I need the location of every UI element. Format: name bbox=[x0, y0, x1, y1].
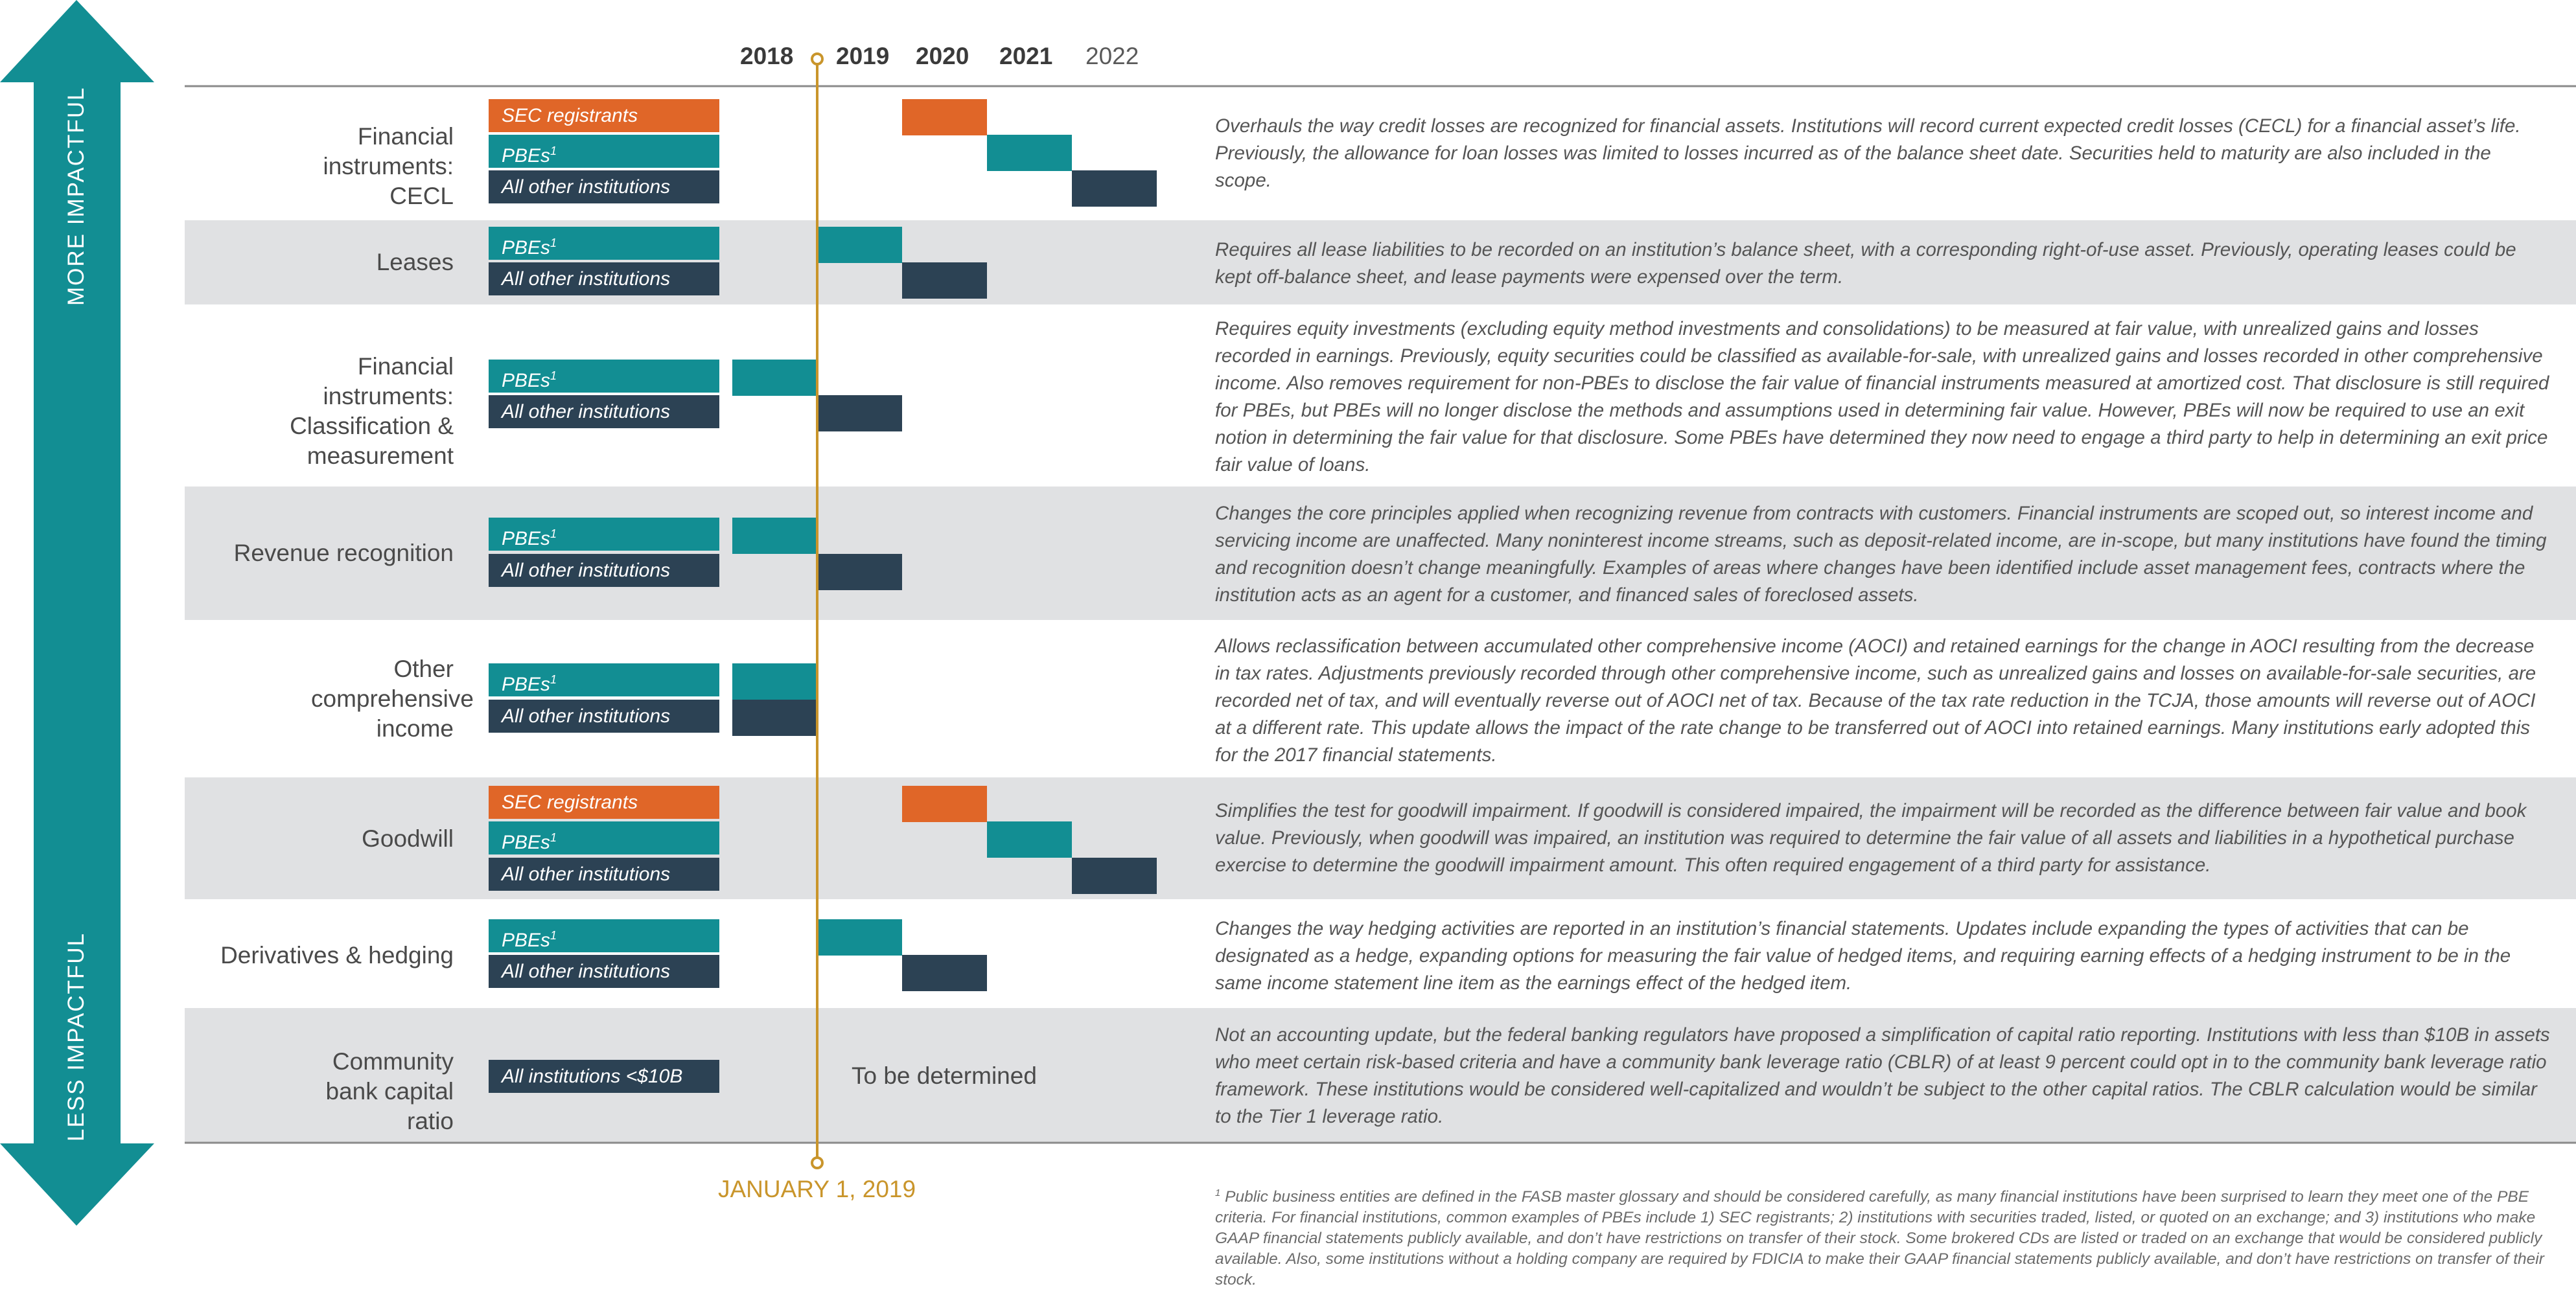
footnote bbox=[1215, 1183, 2570, 1290]
timeline-bar-row2-pbe bbox=[732, 360, 817, 396]
row-description-cecl: Overhauls the way credit losses are recognized for financial assets. Institutions will record current expected credit losses (CECL) for a financial asset’s life. Previously, the allowance for loan losses was limited to losses incurred as of the balance sheet date. Securities held to maturity are also included in the scope. bbox=[1215, 115, 2521, 191]
chip-revenue-pbe: PBEs$^1$ bbox=[489, 518, 719, 551]
chip-goodwill-other: All other institutions bbox=[489, 858, 719, 891]
chip-goodwill-pbe: PBEs$^1$ bbox=[489, 821, 719, 854]
row-label-cecl: Financial instruments: CECL bbox=[323, 123, 454, 209]
timeline-bar-row3-pbe bbox=[732, 518, 817, 554]
row-label-goodwill: Goodwill bbox=[362, 825, 454, 852]
chip-community-bank-all: All institutions <$10B bbox=[489, 1060, 719, 1093]
marker-bottom-dot bbox=[812, 1158, 822, 1168]
row-label-revenue: Revenue recognition bbox=[233, 540, 454, 566]
row-description-goodwill: Simplifies the test for goodwill impairment. If goodwill is considered impaired, the impairment will be recorded as the difference between fair value and book value. Previously, when goodwill was impaired, an institution was required to determine the fair value of all assets and liabilities in a hypothetical purchase exercise to determine the goodwill impairment amount. This often required engagement of a third party for assistance. bbox=[1215, 800, 2527, 876]
chip-classification-pbe: PBEs$^1$ bbox=[489, 360, 719, 393]
timeline-bar-row6-other bbox=[902, 955, 987, 991]
row-description-leases: Requires all lease liabilities to be recorded on an institution’s balance sheet, with a corresponding right-of-use asset. Previously, operating leases could be kept off-balance sheet, and lease payments were expensed over the term. bbox=[1215, 239, 2516, 288]
timeline-bar-row0-sec bbox=[902, 99, 987, 135]
to-be-determined-label: To be determined bbox=[852, 1062, 1037, 1089]
footnote-text: Public business entities are defined in the FASB master glossary and should be considered carefully, as many financial institutions have been surprised to learn they meet one of the PBE criteria. For financial institutions, common examples of PBEs include 1) SEC registrants; 2) institutions with securities traded, listed, or quoted on an exchange; and 3) institutions who make GAAP financial statements publicly available, and don’t have restrictions on transfer of their stock. Some brokered CDs are listed or traded on an exchange that would be considered publicly available. Also, some institutions without a holding company are required by FDICIA to make their GAAP financial statements publicly available, and don’t have restrictions on transfer of their stock. bbox=[1215, 1188, 2544, 1289]
timeline-bar-row3-other bbox=[817, 554, 902, 590]
timeline-bar-row0-other bbox=[1072, 170, 1157, 207]
row-description-derivatives: Changes the way hedging activities are reported in an institution’s financial statements. Updates include expanding the types of activities that can be designated as a hedge, expanding options for measuring the fair value of hedged items, and requiring earning effects of a hedging instrument to be in the same income statement line item as the earnings effect of the hedged item. bbox=[1215, 918, 2511, 994]
chip-derivatives-other: All other institutions bbox=[489, 955, 719, 988]
axis-label-more-impactful: MORE IMPACTFUL bbox=[64, 86, 89, 306]
row-label-oci: Other comprehensive income bbox=[311, 656, 474, 742]
row-description-revenue: Changes the core principles applied when recognizing revenue from contracts with customers. Financial instruments are scoped out, so interest income and servicing income are unaffected. Many noninterest income streams, such as deposit-related income, are in-scope, but many institutions have found the timing and recognition doesn’t change meaningfully. Examples of areas where changes have been identified include asset management fees, contracts where the institution acts as an agent for a customer, and financed sales of foreclosed assets. bbox=[1215, 503, 2547, 606]
timeline-bar-row6-pbe bbox=[817, 919, 902, 956]
row-label-classification: Financial instruments: Classification & measurement bbox=[290, 353, 454, 469]
chip-oci-other: All other institutions bbox=[489, 700, 719, 733]
chip-oci-pbe: PBEs$^1$ bbox=[489, 663, 719, 696]
timeline-bars bbox=[732, 99, 1157, 991]
timeline-bar-row4-pbe bbox=[732, 663, 817, 700]
chip-cecl-other: All other institutions bbox=[489, 170, 719, 203]
chip-derivatives-pbe: PBEs$^1$ bbox=[489, 919, 719, 952]
row-description-classification: Requires equity investments (excluding equity method investments and consolidations) to be measured at fair value, with unrealized gains and losses recorded in earnings. Previously, equity securities could be classified as available-for-sale, with unrealized gains and losses recorded in other comprehensive income. Also removes requirement for non-PBEs to disclose the fair value of financial instruments measured at amortized cost. That disclosure is still required for PBEs, but PBEs will no longer disclose the methods and assumptions used in determining fair value. However, PBEs will now be required to use an exit notion in determining the fair value for that disclosure. Some PBEs have determined they now need to engage a third party to help in determining an exit price fair value of loans. bbox=[1215, 318, 2549, 476]
row-label-leases: Leases bbox=[376, 249, 454, 275]
chip-revenue-other: All other institutions bbox=[489, 554, 719, 587]
row-label-community-bank: Community bank capital ratio bbox=[325, 1048, 454, 1134]
chip-cecl-sec: SEC registrants bbox=[489, 99, 719, 132]
timeline-bar-row5-sec bbox=[902, 786, 987, 822]
axis-label-less-impactful: LESS IMPACTFUL bbox=[64, 932, 89, 1141]
year-2019: 2019 bbox=[836, 43, 890, 69]
year-2022: 2022 bbox=[1085, 43, 1139, 69]
january-2019-label: JANUARY 1, 2019 bbox=[718, 1176, 916, 1202]
row-description-oci: Allows reclassification between accumulated other comprehensive income (AOCI) and retained earnings for the change in AOCI resulting from the decrease in tax rates. Adjustments previously recorded through other comprehensive income, such as unrealized gains and losses on available-for-sale securities, are recorded net of tax, and will eventually reverse out of AOCI net of tax. Because of the tax rate reduction in the TCJA, those amounts will reverse out of AOCI at a different rate. This update allows the impact of the rate change to be transferred out of AOCI into retained earnings. Many institutions early adopted this for the 2017 financial statements. bbox=[1215, 636, 2536, 766]
chip-leases-other: All other institutions bbox=[489, 262, 719, 295]
chip-goodwill-sec: SEC registrants bbox=[489, 786, 719, 819]
year-2020: 2020 bbox=[916, 43, 969, 69]
timeline-bar-row1-other bbox=[902, 262, 987, 299]
timeline-bar-row1-pbe bbox=[817, 227, 902, 263]
timeline-bar-row4-other bbox=[732, 700, 817, 736]
timeline-bar-row5-pbe bbox=[987, 821, 1072, 858]
chip-classification-other: All other institutions bbox=[489, 395, 719, 428]
marker-top-dot bbox=[812, 54, 822, 64]
footnote-marker: 1 bbox=[1215, 1187, 1221, 1198]
timeline-bar-row2-other bbox=[817, 395, 902, 431]
timeline-bar-row0-pbe bbox=[987, 135, 1072, 171]
year-2018: 2018 bbox=[740, 43, 794, 69]
row-description-community-bank: Not an accounting update, but the federal banking regulators have proposed a simplification of capital ratio reporting. Institutions with less than $10B in assets who meet certain risk-based criteria and have a community bank leverage ratio (CBLR) of at least 9 percent could opt in to the community bank leverage ratio framework. These institutions would be considered well-capitalized and wouldn’t be subject to the other capital ratios. The CBLR calculation would be similar to the Tier 1 leverage ratio. bbox=[1215, 1024, 2550, 1127]
chip-leases-pbe: PBEs$^1$ bbox=[489, 227, 719, 260]
year-2021: 2021 bbox=[999, 43, 1053, 69]
row-label-derivatives: Derivatives & hedging bbox=[220, 942, 454, 968]
timeline-bar-row5-other bbox=[1072, 858, 1157, 894]
chip-cecl-pbe: PBEs$^1$ bbox=[489, 135, 719, 168]
